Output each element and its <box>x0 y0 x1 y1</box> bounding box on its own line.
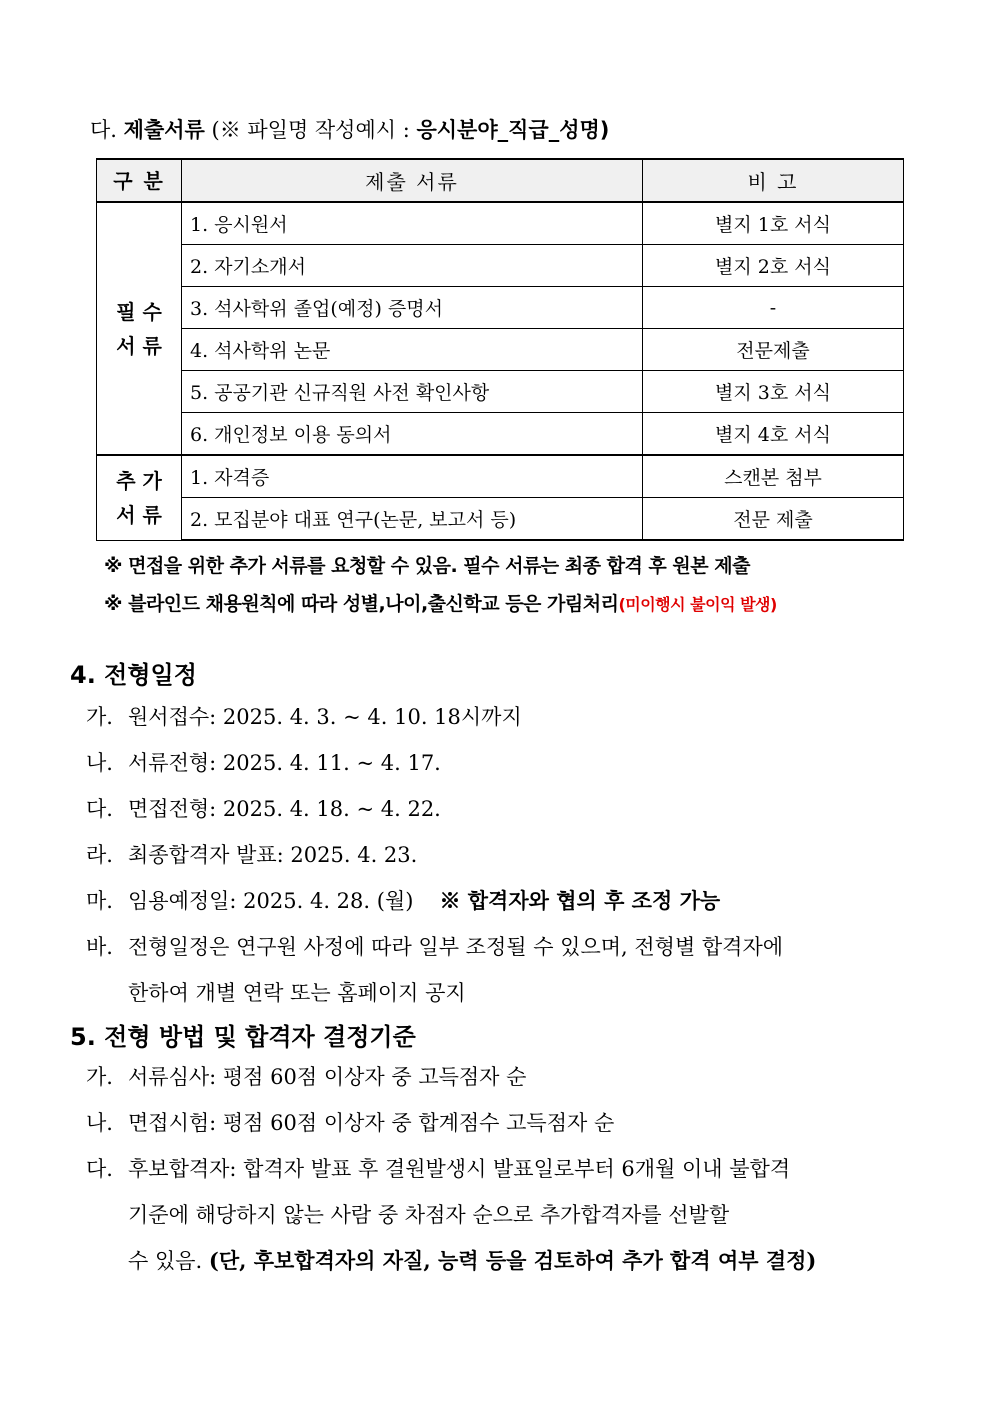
list-item: 마. 임용예정일: 2025. 4. 28. (월) ※ 합격자와 협의 후 조정 가능 <box>86 878 783 924</box>
note-additional-docs: ※ 면접을 위한 추가 서류를 요청할 수 있음. 필수 서류는 최종 합격 후 원본 제출 <box>104 555 750 577</box>
doc-remark: 전문제출 <box>643 329 904 371</box>
list-item: 다. 면접전형: 2025. 4. 18. ~ 4. 22. <box>86 797 441 821</box>
selection-criteria-list <box>86 1054 816 1284</box>
doc-name: 1. 응시원서 <box>182 202 643 245</box>
doc-name: 5. 공공기관 신규직원 사전 확인사항 <box>182 371 643 413</box>
list-item: 가. 서류심사: 평점 60점 이상자 중 고득점자 순 <box>86 1065 527 1089</box>
list-item: 다. 후보합격자: 합격자 발표 후 결원발생시 발표일로부터 6개월 이내 불합격 <box>86 1157 791 1181</box>
doc-name: 2. 모집분야 대표 연구(논문, 보고서 등) <box>182 498 643 541</box>
doc-name: 2. 자기소개서 <box>182 245 643 287</box>
doc-remark: 별지 3호 서식 <box>643 371 904 413</box>
doc-remark: 별지 2호 서식 <box>643 245 904 287</box>
list-item: 가. 원서접수: 2025. 4. 3. ~ 4. 10. 18시까지 <box>86 705 522 729</box>
doc-remark: - <box>643 287 904 329</box>
table-row <box>97 329 904 371</box>
reserve-note: (단, 후보합격자의 자질, 능력 등을 검토하여 추가 합격 여부 결정) <box>208 1248 817 1273</box>
doc-name: 4. 석사학위 논문 <box>182 329 643 371</box>
table-row <box>97 287 904 329</box>
section-marker: 다. <box>90 118 117 142</box>
table-row <box>97 245 904 287</box>
table-notes <box>104 547 777 623</box>
list-item-continuation: 한하여 개별 연락 또는 홈페이지 공지 <box>128 981 466 1005</box>
adjustment-note: ※ 합격자와 협의 후 조정 가능 <box>439 888 721 913</box>
table-row <box>97 202 904 245</box>
penalty-warning: (미이행시 불이익 발생) <box>618 595 777 614</box>
doc-name: 6. 개인정보 이용 동의서 <box>182 413 643 456</box>
submission-docs-table <box>96 158 904 541</box>
doc-remark: 전문 제출 <box>643 498 904 541</box>
group-label-additional: 추 가 서 류 <box>97 455 182 540</box>
header-documents: 제출 서류 <box>182 159 643 202</box>
table-row <box>97 455 904 498</box>
table-row <box>97 371 904 413</box>
header-category: 구 분 <box>97 159 182 202</box>
list-item-continuation: 수 있음. (단, 후보합격자의 자질, 능력 등을 검토하여 추가 합격 여부 결정) <box>128 1248 817 1273</box>
doc-name: 1. 자격증 <box>182 455 643 498</box>
section-title: 제출서류 <box>123 118 205 142</box>
table-header-row <box>97 159 904 202</box>
section-4-title: 4. 전형일정 <box>70 661 197 689</box>
filename-example: 응시분야_직급_성명) <box>416 118 610 142</box>
filename-note: (※ 파일명 작성예시 : <box>211 118 417 142</box>
list-item: 라. 최종합격자 발표: 2025. 4. 23. <box>86 843 418 867</box>
doc-remark: 별지 4호 서식 <box>643 413 904 456</box>
doc-remark: 스캔본 첨부 <box>643 455 904 498</box>
list-item: 바. 전형일정은 연구원 사정에 따라 일부 조정될 수 있으며, 전형별 합격자에 <box>86 935 784 959</box>
list-item: 나. 면접시험: 평점 60점 이상자 중 합계점수 고득점자 순 <box>86 1111 615 1135</box>
note-blind-hiring: ※ 블라인드 채용원칙에 따라 성별,나이,출신학교 등은 가림처리(미이행시 불이익 발생) <box>104 593 777 615</box>
table-row <box>97 498 904 541</box>
list-item: 나. 서류전형: 2025. 4. 11. ~ 4. 17. <box>86 751 441 775</box>
section-5-title: 5. 전형 방법 및 합격자 결정기준 <box>70 1023 416 1051</box>
doc-remark: 별지 1호 서식 <box>643 202 904 245</box>
header-remarks: 비 고 <box>643 159 904 202</box>
submission-docs-heading <box>90 114 609 144</box>
schedule-list <box>86 694 783 1016</box>
table-row <box>97 413 904 456</box>
list-item-continuation: 기준에 해당하지 않는 사람 중 차점자 순으로 추가합격자를 선발할 <box>128 1203 730 1227</box>
doc-name: 3. 석사학위 졸업(예정) 증명서 <box>182 287 643 329</box>
group-label-required: 필 수 서 류 <box>97 202 182 455</box>
